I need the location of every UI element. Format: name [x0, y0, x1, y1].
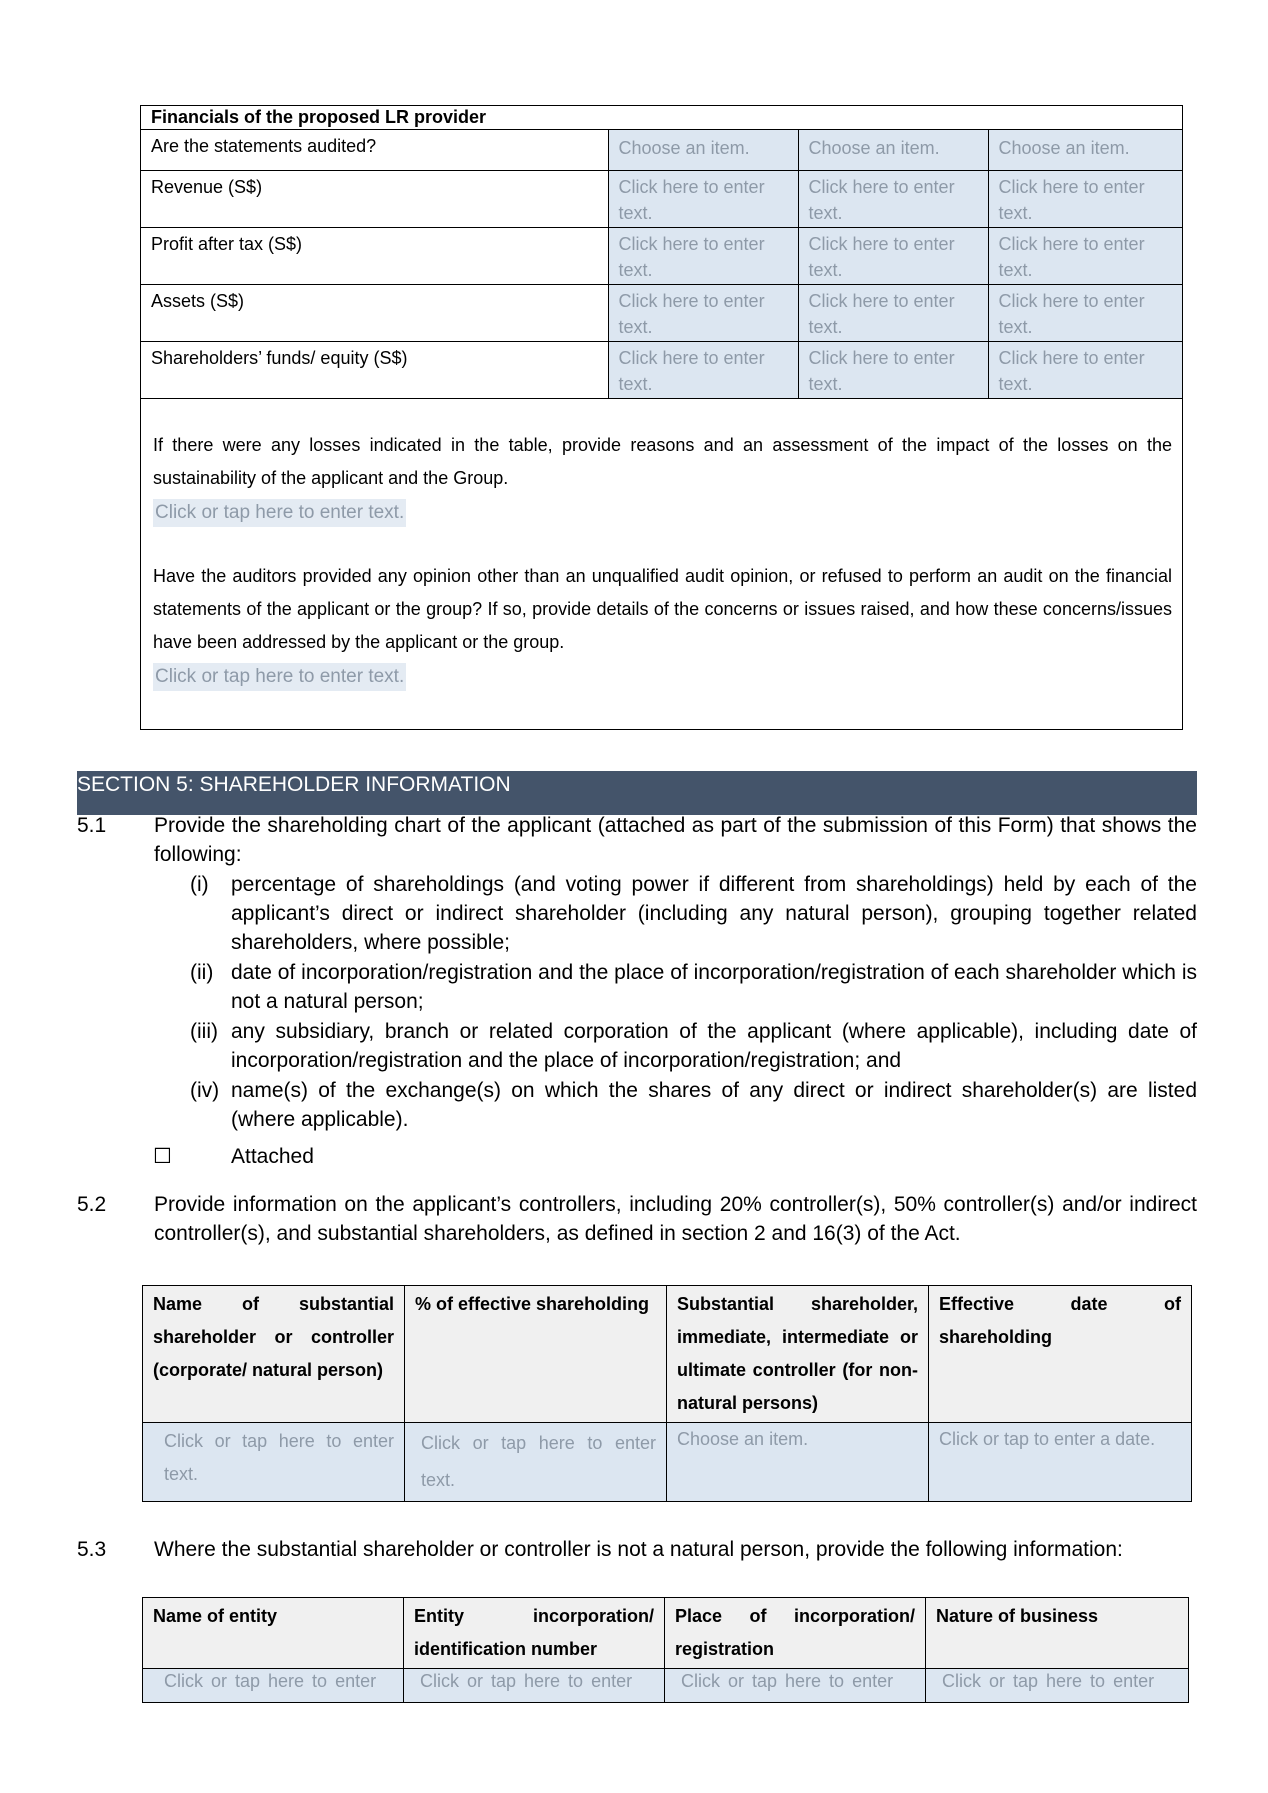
equity-input-2[interactable]: Click here to enter text. — [798, 342, 988, 399]
nature-of-business-input[interactable]: Click or tap here to enter — [926, 1669, 1189, 1703]
financials-grid — [141, 106, 1182, 399]
section-5-3-number: 5.3 — [77, 1538, 107, 1561]
list-item: percentage of shareholdings (and voting power if different from shareholdings) held by each of the applicant’s direct or indirect shareholder (including any natural person), grouping together related shareholders, where possible; — [231, 873, 1197, 954]
auditor-question: Have the auditors provided any opinion other than an unqualified audit opinion, or refused to perform an audit on the financial statements of the applicant or the group? If so, provide details of the concerns or issues raised, and how these concerns/issues have been addressed by the applicant or the group. — [153, 566, 1172, 652]
column-header: Substantial shareholder, immediate, intermediate or ultimate controller (for non-natural persons) — [667, 1286, 929, 1423]
effective-date-picker[interactable]: Click or tap to enter a date. — [929, 1423, 1192, 1502]
row-label: Revenue (S$) — [141, 171, 608, 228]
column-header: Nature of business — [926, 1598, 1189, 1669]
financials-table — [140, 105, 1183, 730]
assets-input-1[interactable]: Click here to enter text. — [608, 285, 798, 342]
entity-name-input[interactable]: Click or tap here to enter — [143, 1669, 404, 1703]
column-header: % of effective shareholding — [405, 1286, 667, 1423]
place-of-incorporation-input[interactable]: Click or tap here to enter — [665, 1669, 926, 1703]
table-row — [141, 228, 1182, 285]
section-5-3-text: Where the substantial shareholder or controller is not a natural person, provide the following information: — [154, 1538, 1123, 1561]
column-header: Name of entity — [143, 1598, 404, 1669]
equity-input-3[interactable]: Click here to enter text. — [988, 342, 1182, 399]
list-item: any subsidiary, branch or related corporation of the applicant (where applicable), including date of incorporation/registration and the place of incorporation/registration; and — [231, 1020, 1197, 1072]
row-label: Assets (S$) — [141, 285, 608, 342]
row-label: Profit after tax (S$) — [141, 228, 608, 285]
controller-type-dropdown[interactable]: Choose an item. — [667, 1423, 929, 1502]
section-5-1-text: Provide the shareholding chart of the applicant (attached as part of the submission of this Form) that shows the following: — [154, 814, 1197, 866]
column-header: Entity incorporation/ identification number — [404, 1598, 665, 1669]
list-marker: (ii) — [190, 961, 214, 984]
profit-input-2[interactable]: Click here to enter text. — [798, 228, 988, 285]
list-marker: (iii) — [190, 1020, 218, 1043]
table-row — [141, 342, 1182, 399]
financials-title-row — [141, 106, 1182, 130]
attached-checkbox[interactable]: ☐ — [153, 1145, 172, 1168]
column-header: Place of incorporation/ registration — [665, 1598, 926, 1669]
table-row — [141, 171, 1182, 228]
entities-table — [142, 1597, 1189, 1703]
section-5-header: SECTION 5: SHAREHOLDER INFORMATION — [77, 771, 1197, 815]
shareholding-input[interactable]: Click or tap here to enter text. — [405, 1423, 667, 1502]
column-header: Name of substantial shareholder or controller (corporate/ natural person) — [143, 1286, 405, 1423]
financials-questions — [141, 399, 1182, 729]
profit-input-1[interactable]: Click here to enter text. — [608, 228, 798, 285]
financials-title: Financials of the proposed LR provider — [141, 106, 1182, 130]
losses-question: If there were any losses indicated in the table, provide reasons and an assessment of the impact of the losses on the sustainability of the applicant and the Group. — [153, 435, 1172, 488]
audited-dropdown-1[interactable]: Choose an item. — [608, 130, 798, 171]
list-marker: (iv) — [190, 1079, 220, 1102]
table-header-row — [143, 1286, 1192, 1423]
column-header: Effective date of shareholding — [929, 1286, 1192, 1423]
equity-input-1[interactable]: Click here to enter text. — [608, 342, 798, 399]
assets-input-3[interactable]: Click here to enter text. — [988, 285, 1182, 342]
auditor-input[interactable]: Click or tap here to enter text. — [153, 663, 406, 691]
list-marker: (i) — [190, 873, 209, 896]
revenue-input-3[interactable]: Click here to enter text. — [988, 171, 1182, 228]
section-5-2-text: Provide information on the applicant’s controllers, including 20% controller(s), 50% controller(s) and/or indirect controller(s), and substantial shareholders, as defined in section 2 and 16(3) of the Act. — [154, 1193, 1197, 1245]
list-item: date of incorporation/registration and the place of incorporation/registration of each shareholder which is not a natural person; — [231, 961, 1197, 1013]
table-row — [143, 1423, 1192, 1502]
profit-input-3[interactable]: Click here to enter text. — [988, 228, 1182, 285]
controllers-table — [142, 1285, 1192, 1502]
losses-input[interactable]: Click or tap here to enter text. — [153, 499, 406, 527]
revenue-input-1[interactable]: Click here to enter text. — [608, 171, 798, 228]
section-5-1-number: 5.1 — [77, 814, 107, 837]
table-row — [141, 285, 1182, 342]
table-header-row — [143, 1598, 1189, 1669]
table-row — [141, 130, 1182, 171]
table-row — [143, 1669, 1189, 1703]
audited-dropdown-3[interactable]: Choose an item. — [988, 130, 1182, 171]
assets-input-2[interactable]: Click here to enter text. — [798, 285, 988, 342]
section-5-2-number: 5.2 — [77, 1193, 107, 1216]
controller-name-input[interactable]: Click or tap here to enter text. — [143, 1423, 405, 1502]
attached-label: Attached — [231, 1145, 314, 1168]
revenue-input-2[interactable]: Click here to enter text. — [798, 171, 988, 228]
entity-id-input[interactable]: Click or tap here to enter — [404, 1669, 665, 1703]
row-label: Are the statements audited? — [141, 130, 608, 171]
list-item: name(s) of the exchange(s) on which the shares of any direct or indirect shareholder(s) are listed (where applicable). — [231, 1079, 1197, 1131]
row-label: Shareholders’ funds/ equity (S$) — [141, 342, 608, 399]
audited-dropdown-2[interactable]: Choose an item. — [798, 130, 988, 171]
